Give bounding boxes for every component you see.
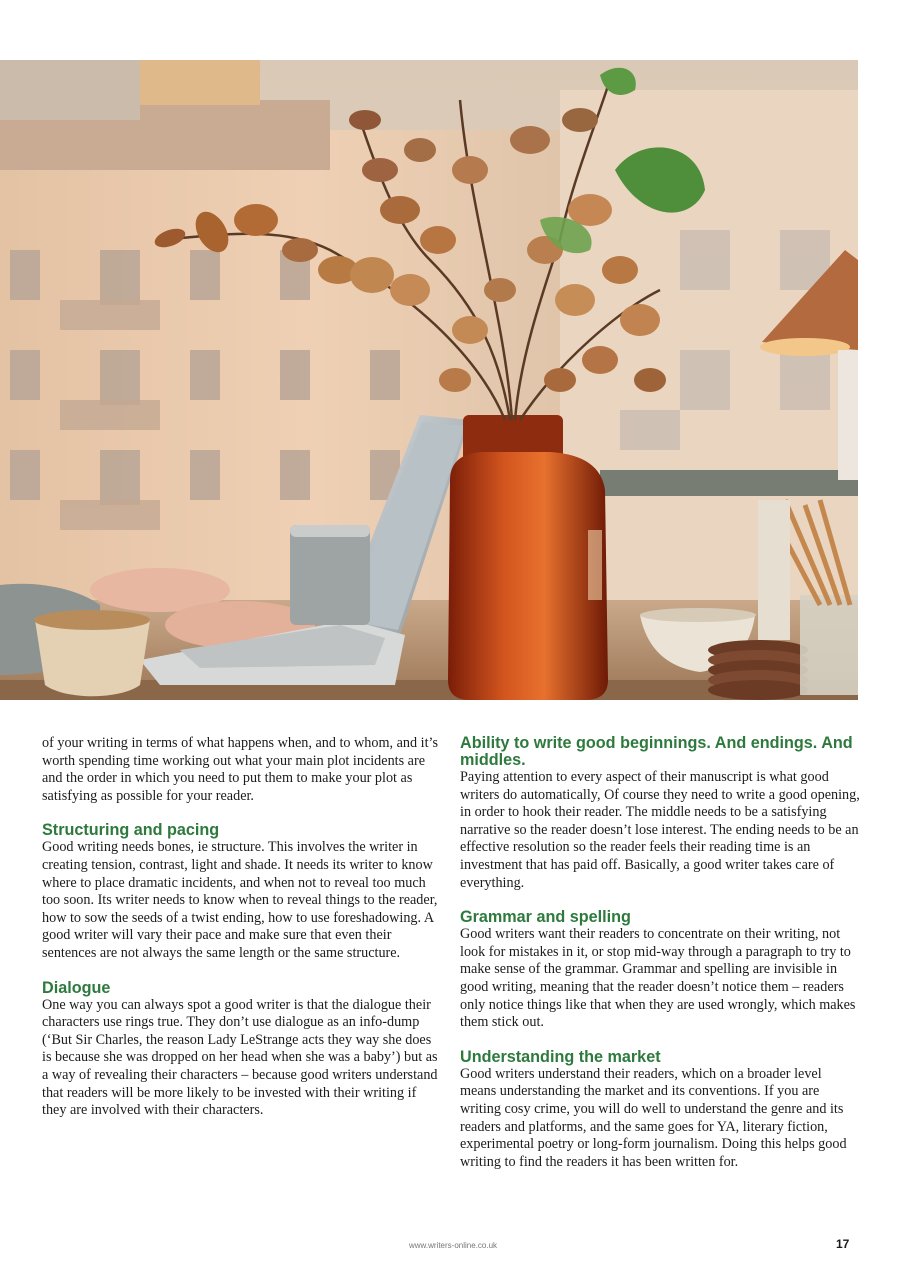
section-body: Paying attention to every aspect of their manuscript is what good writers do automatically, Of course they need to write a good opening, in order to hook their reader. The middle needs to be a satisfying narrative so the reader doesn’t lose interest. The ending needs to be an effective resolution so the reader feels their reading time is an investment that has paid off. Basically, a good writer takes care of everything. — [460, 769, 860, 891]
page-number: 17 — [836, 1237, 850, 1251]
footer-url[interactable]: www.writers-online.co.uk — [408, 1241, 498, 1250]
section-body: Good writing needs bones, ie structure. This involves the writer in creating tension, contrast, light and shade. It needs its writer to know where to place dramatic incidents, and when not to reveal too much too soon. Its writer needs to know when to reveal things to the reader, how to sow the seeds of a twist ending, how to use foreshadowing. A good writer will vary their pace and make sure that even their sentences are not always the same length or the same structure. — [42, 839, 438, 961]
section-body: One way you can always spot a good writer is that the dialogue their characters use rings true. They don’t use dialogue as an info-dump (‘But Sir Charles, the reason Lady LeStrange acts they way she does is because she was dropped on her head when she was a baby’) but as a way of revealing their characters – because good writers understand that readers will be more likely to be invested with their writing if they are involved with their characters. — [42, 996, 438, 1119]
hero-photo — [0, 60, 858, 700]
section-body: Good writers want their readers to concentrate on their writing, not look for mistakes in it, or stop mid-way through a paragraph to try to make sense of the grammar. Grammar and spelling are invisible in good writing, meaning that the reader doesn’t notice them – readers only notice things like that when they are used wrongly, which makes them stick out. — [460, 926, 856, 1031]
section-market — [460, 1049, 860, 1172]
section-grammar — [460, 909, 860, 1032]
section-heading: Ability to write good beginnings. And endings. And middles. — [460, 734, 853, 769]
right-column — [460, 735, 860, 1171]
section-beginnings — [460, 735, 860, 892]
section-heading: Grammar and spelling — [460, 908, 631, 927]
section-heading: Structuring and pacing — [42, 821, 220, 840]
section-body: Good writers understand their readers, which on a broader level means understanding the market and its conventions. If you are writing cosy crime, you will do well to understand the genre and its readers and platforms, and the same goes for YA, literary fiction, experimental poetry or long-form journalism. Doing this helps good writing to find the readers it has been written for. — [460, 1065, 847, 1170]
section-structuring — [42, 822, 442, 962]
left-column — [42, 735, 442, 1120]
section-heading: Understanding the market — [460, 1047, 661, 1066]
intro-paragraph: of your writing in terms of what happens when, and to whom, and it’s worth spending time working out what your main plot incidents are and the order in which you need to put them to make your plot as satisfying as possible for your reader. — [42, 735, 439, 804]
section-dialogue — [42, 980, 442, 1120]
section-heading: Dialogue — [42, 978, 111, 997]
